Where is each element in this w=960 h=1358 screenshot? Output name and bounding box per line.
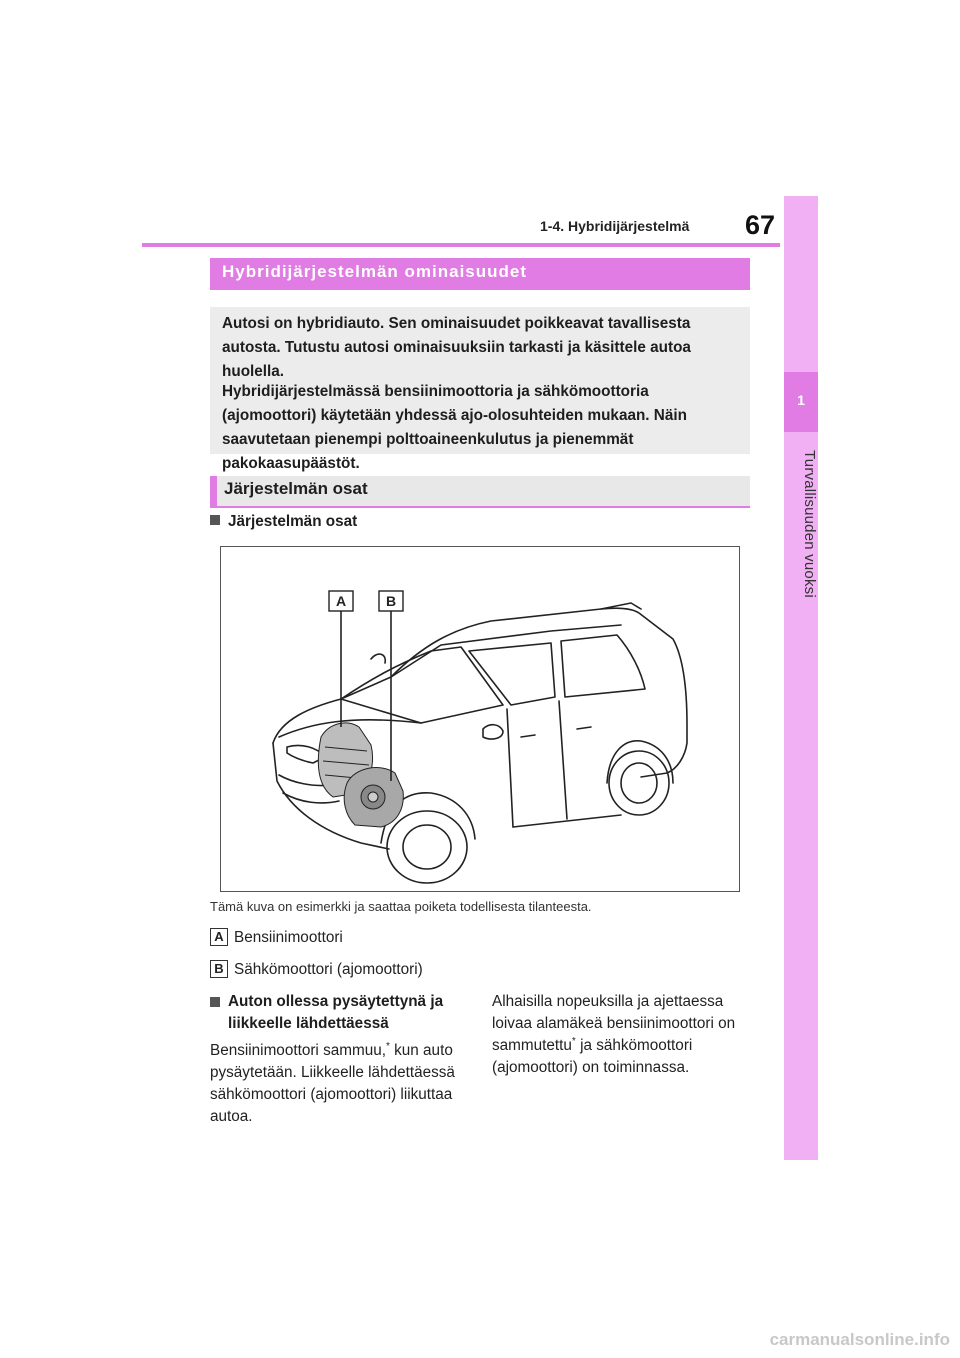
chapter-number: 1: [797, 392, 805, 408]
square-bullet-icon: [210, 515, 220, 525]
figure-caption: Tämä kuva on esimerkki ja saattaa poiketa todellisesta tilanteesta.: [210, 899, 592, 914]
chapter-title: Turvallisuuden vuoksi: [801, 450, 818, 598]
body-text: Bensiinimoottori sammuu,: [210, 1042, 386, 1059]
body-text: ja sähkömoottori (ajomoottori) on toiminnassa.: [492, 1037, 693, 1076]
chapter-side-tab[interactable]: [784, 196, 818, 1160]
subsection-heading-accent: [210, 476, 217, 508]
page-number: 67: [745, 210, 776, 240]
intro-paragraph-2: Hybridijärjestelmässä bensiinimoottoria ja sähkömoottoria (ajomoottori) käytetään yhdessä ajo-olosuhteiden mukaan. Näin saavutetaan pienempi polttoaineenkulutus ja pienemmät pakokaasupäästöt.: [222, 383, 687, 472]
body-text: Alhaisilla nopeuksilla ja ajettaessa loivaa alamäkeä bensiinimoottori on sammutettu: [492, 993, 736, 1054]
legend-text-b: Sähkömoottori (ajomoottori): [234, 961, 423, 978]
subsection-heading-rule: [210, 506, 750, 508]
body-text-column-1: [210, 1040, 480, 1128]
header-rule: [142, 243, 780, 247]
label-b: B: [385, 593, 397, 609]
bullet-heading-stopped: [210, 991, 470, 1035]
intro-paragraph-1: Autosi on hybridiauto. Sen ominaisuudet poikkeavat tavallisesta autosta. Tutustu autosi ominaisuuksiin tarkasti ja käsittele autoa huolella.: [222, 315, 691, 380]
bullet-heading-text: Järjestelmän osat: [228, 513, 358, 530]
legend-item-b: [210, 960, 423, 979]
legend-tag-b: B: [210, 960, 228, 978]
body-text: kun auto pysäytetään. Liikkeelle lähdettäessä sähkömoottori (ajomoottori) liikuttaa autoa.: [210, 1042, 455, 1125]
bullet-heading-system-parts: [210, 511, 357, 533]
section-heading: Hybridijärjestelmän ominaisuudet: [222, 262, 528, 281]
car-illustration-figure: [220, 546, 740, 892]
legend-item-a: [210, 928, 343, 947]
watermark: carmanualsonline.info: [769, 1330, 950, 1349]
car-illustration: [221, 547, 739, 891]
footnote-marker: *: [385, 1040, 390, 1052]
bullet-heading-text: Auton ollessa pysäytettynä ja liikkeelle lähdettäessä: [228, 993, 444, 1032]
label-a: A: [335, 593, 347, 609]
legend-text-a: Bensiinimoottori: [234, 929, 343, 946]
section-reference: 1-4. Hybridijärjestelmä: [540, 218, 690, 234]
footnote-marker: *: [571, 1035, 576, 1047]
subsection-heading: Järjestelmän osat: [224, 479, 368, 498]
legend-tag-a: A: [210, 928, 228, 946]
body-text-column-2: [492, 991, 752, 1079]
square-bullet-icon: [210, 997, 220, 1007]
